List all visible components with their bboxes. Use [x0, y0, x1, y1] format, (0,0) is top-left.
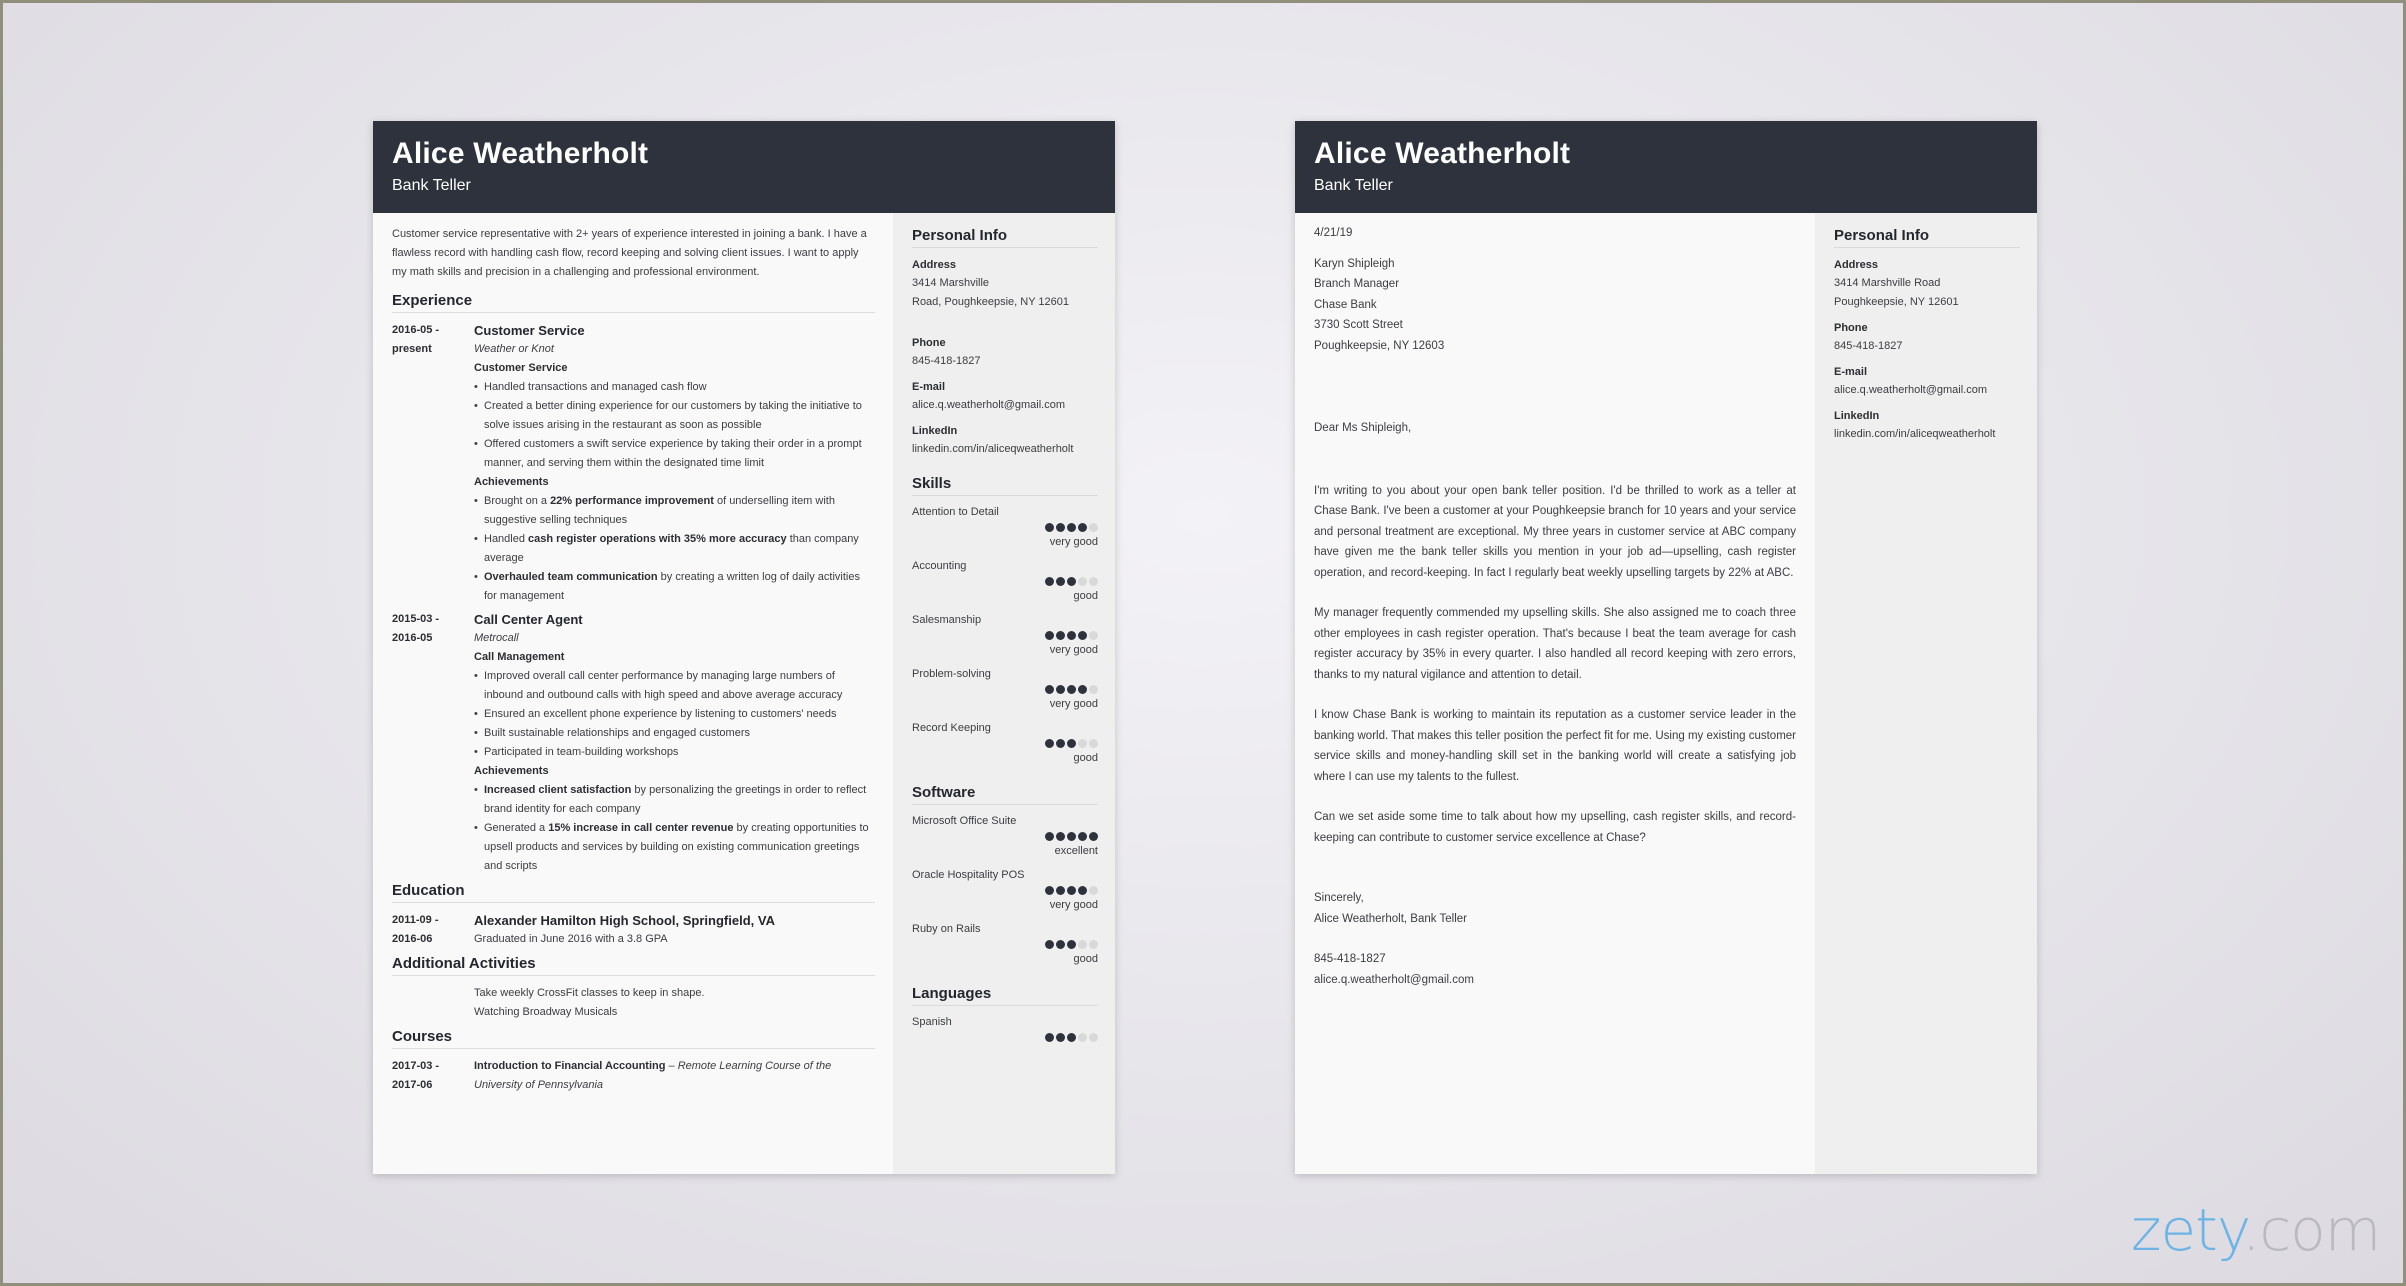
phone-label: Phone — [1834, 322, 1868, 334]
rating-dot-icon — [1078, 631, 1087, 640]
section-heading-experience: Experience — [392, 292, 875, 313]
job-role: Customer Service — [474, 323, 585, 338]
rating-dot-icon — [1078, 523, 1087, 532]
rating-dot-icon — [1067, 523, 1076, 532]
languages-heading: Languages — [912, 985, 1098, 1006]
skills-list — [912, 504, 1098, 766]
skill-name: Oracle Hospitality POS — [912, 869, 1025, 881]
subheading: Call Management — [474, 651, 565, 663]
achievement-item: • Generated a 15% increase in call center revenue by creating opportunities to upsell products and services by building on existing communication greetings and scripts — [484, 819, 875, 876]
skill-name: Problem-solving — [912, 668, 991, 680]
rating-dots — [912, 884, 1098, 898]
section-heading-education: Education — [392, 882, 875, 903]
achievement-item: • Handled cash register operations with 35% more accuracy than company average — [484, 530, 875, 568]
resume-page — [373, 121, 1115, 1174]
skill-item — [912, 504, 1098, 550]
activity-item: Take weekly CrossFit classes to keep in shape. — [474, 987, 705, 999]
rating-dots — [912, 737, 1098, 751]
rating-dots — [912, 683, 1098, 697]
rating-dot-icon — [1045, 739, 1054, 748]
rating-dot-icon — [1089, 523, 1098, 532]
phone-label: Phone — [912, 337, 946, 349]
achievement-item: • Brought on a 22% performance improvement of underselling item with suggestive selling techniques — [484, 492, 875, 530]
zety-logo: zety.com — [2131, 1196, 2381, 1264]
skill-name: Spanish — [912, 1016, 952, 1028]
company-name: Metrocall — [474, 632, 519, 644]
education-detail: Graduated in June 2016 with a 3.8 GPA — [474, 933, 668, 945]
rating-dot-icon — [1045, 886, 1054, 895]
rating-dots — [912, 1031, 1098, 1045]
experience-entry — [392, 321, 875, 606]
duty-list — [474, 667, 875, 762]
duty-item: • Created a better dining experience for our customers by taking the initiative to solve issues arising in the restaurant as soon as possible — [484, 397, 875, 435]
activities-entry — [392, 984, 875, 1022]
linkedin-value: linkedin.com/in/aliceqweatherholt — [912, 443, 1074, 455]
address-label: Address — [1834, 259, 1879, 271]
rating-dot-icon — [1089, 832, 1098, 841]
skill-level-label: good — [1073, 953, 1098, 965]
linkedin-label: LinkedIn — [1834, 410, 1880, 422]
rating-dot-icon — [1067, 577, 1076, 586]
letter-paragraph: Can we set aside some time to talk about how my upselling, cash register skills, and record-keeping can contribute to customer service excellence at Chase? — [1314, 811, 1796, 844]
cover-letter-sidebar — [1815, 213, 2037, 1174]
rating-dot-icon — [1078, 577, 1087, 586]
skill-item — [912, 1014, 1098, 1045]
duty-item: • Improved overall call center performance by managing large numbers of inbound and outbound calls with high speed and above average accuracy — [484, 667, 875, 705]
rating-dot-icon — [1067, 832, 1076, 841]
course-text: Introduction to Financial Accounting – Remote Learning Course of the University of Pennsylvania — [474, 1060, 832, 1091]
email-value: alice.q.weatherholt@gmail.com — [912, 399, 1066, 411]
duty-item: • Participated in team-building workshops — [484, 743, 875, 762]
letter-paragraph: I'm writing to you about your open bank teller position. I'd be thrilled to work as a teller at Chase Bank. I've been a customer at your Poughkeepsie branch for 10 years and your service and personal treatment are exceptional. My three years in customer service at ABC company have given me the bank teller skills you mention in your job ad—upselling, cash register operation, and record-keeping. In fact I regularly beat weekly upselling targets by 22% at ABC. — [1314, 484, 1796, 579]
rating-dot-icon — [1089, 940, 1098, 949]
job-role: Call Center Agent — [474, 612, 583, 627]
duty-item: • Offered customers a swift service experience by taking their order in a prompt manner, and serving them within the designated time limit — [484, 435, 875, 473]
skill-name: Record Keeping — [912, 722, 991, 734]
course-entry — [392, 1057, 875, 1095]
letter-signature: Alice Weatherholt, Bank Teller — [1314, 912, 1467, 925]
skill-item — [912, 813, 1098, 859]
phone-value: 845-418-1827 — [1834, 340, 1903, 352]
resume-name: Alice Weatherholt — [392, 137, 649, 170]
rating-dot-icon — [1078, 886, 1087, 895]
personal-info-heading: Personal Info — [1834, 227, 2020, 248]
achievement-item: • Increased client satisfaction by personalizing the greetings in order to reflect brand identity for each company — [484, 781, 875, 819]
achievement-item: • Overhauled team communication by creating a written log of daily activities for management — [484, 568, 875, 606]
address-line-1: 3414 Marshville Road — [1834, 277, 1941, 289]
rating-dots — [912, 575, 1098, 589]
date-start: 2011-09 - — [392, 914, 439, 926]
subheading: Achievements — [474, 476, 549, 488]
resume-job-title: Bank Teller — [392, 177, 471, 194]
rating-dot-icon — [1045, 631, 1054, 640]
skills-heading: Skills — [912, 475, 1098, 496]
resume-sidebar — [893, 213, 1115, 1174]
date-start: 2017-03 - — [392, 1060, 440, 1072]
achievement-list — [474, 781, 875, 876]
rating-dot-icon — [1045, 577, 1054, 586]
rating-dot-icon — [1078, 685, 1087, 694]
salutation: Dear Ms Shipleigh, — [1314, 422, 1412, 434]
rating-dots — [912, 629, 1098, 643]
rating-dot-icon — [1067, 739, 1076, 748]
section-heading-courses: Courses — [392, 1028, 875, 1049]
rating-dot-icon — [1089, 577, 1098, 586]
rating-dot-icon — [1056, 1033, 1065, 1042]
rating-dot-icon — [1078, 832, 1087, 841]
letter-closing: Sincerely, — [1314, 892, 1364, 904]
date-end: 2016-05 — [392, 632, 433, 644]
skill-item — [912, 720, 1098, 766]
cover-letter-page — [1295, 121, 2037, 1174]
rating-dot-icon — [1089, 739, 1098, 748]
skill-level-label: very good — [1049, 536, 1098, 548]
languages-list — [912, 1014, 1098, 1045]
rating-dot-icon — [1045, 1033, 1054, 1042]
course-dates — [392, 1057, 474, 1095]
skill-level-label: good — [1073, 590, 1098, 602]
skill-level-label: excellent — [1054, 845, 1098, 857]
experience-entry — [392, 610, 875, 876]
skill-level-label: good — [1073, 752, 1098, 764]
rating-dot-icon — [1089, 631, 1098, 640]
skill-level-label: very good — [1049, 698, 1098, 710]
subheading: Achievements — [474, 765, 549, 777]
experience-dates — [392, 610, 474, 876]
software-list — [912, 813, 1098, 967]
email-value: alice.q.weatherholt@gmail.com — [1834, 384, 1988, 396]
date-start: 2015-03 - — [392, 613, 440, 625]
letter-email: alice.q.weatherholt@gmail.com — [1314, 973, 1474, 986]
rating-dot-icon — [1067, 685, 1076, 694]
recipient-line: 3730 Scott Street — [1314, 319, 1403, 331]
rating-dot-icon — [1056, 631, 1065, 640]
resume-summary: Customer service representative with 2+ years of experience interested in joining a bank. I have a flawless record with handling cash flow, record keeping and solving client issues. I want to apply my math skills and precision in a challenging and professional environment. — [392, 228, 867, 278]
date-start: 2016-05 - — [392, 324, 440, 336]
rating-dot-icon — [1056, 832, 1065, 841]
address-line-2: Poughkeepsie, NY 12601 — [1834, 296, 1959, 308]
rating-dot-icon — [1056, 685, 1065, 694]
achievement-list — [474, 492, 875, 606]
skill-level-label: very good — [1049, 899, 1098, 911]
letter-phone: 845-418-1827 — [1314, 953, 1386, 965]
personal-info-heading: Personal Info — [912, 227, 1098, 248]
cover-letter-body — [1295, 213, 1815, 1174]
rating-dot-icon — [1067, 886, 1076, 895]
recipient-block — [1314, 254, 1796, 357]
letter-paragraph: I know Chase Bank is working to maintain its reputation as a customer service leader in the banking world. That makes this teller position the perfect fit for me. Using my existing customer service skills and money-handling skill set in the banking world will create a satisfying job where I can use my talents to the fullest. — [1314, 709, 1796, 783]
education-dates — [392, 911, 474, 949]
duty-item: • Handled transactions and managed cash flow — [484, 378, 875, 397]
phone-value: 845-418-1827 — [912, 355, 981, 367]
skill-name: Microsoft Office Suite — [912, 815, 1017, 827]
date-end: 2016-06 — [392, 933, 433, 945]
company-name: Weather or Knot — [474, 343, 554, 355]
recipient-line: Chase Bank — [1314, 298, 1377, 311]
rating-dot-icon — [1045, 685, 1054, 694]
resume-main-column — [373, 213, 893, 1174]
rating-dot-icon — [1067, 940, 1076, 949]
subheading: Customer Service — [474, 362, 568, 374]
school-name: Alexander Hamilton High School, Springfield, VA — [474, 913, 775, 928]
resume-header — [373, 121, 1115, 213]
software-heading: Software — [912, 784, 1098, 805]
recipient-line: Branch Manager — [1314, 278, 1400, 290]
duty-item: • Ensured an excellent phone experience by listening to customers' needs — [484, 705, 875, 724]
skill-level-label: very good — [1049, 644, 1098, 656]
address-line-1: 3414 Marshville — [912, 277, 990, 289]
letter-date: 4/21/19 — [1314, 227, 1353, 239]
experience-dates — [392, 321, 474, 606]
rating-dot-icon — [1078, 940, 1087, 949]
linkedin-value: linkedin.com/in/aliceqweatherholt — [1834, 428, 1996, 440]
cover-letter-header — [1295, 121, 2037, 213]
course-detail: Remote Learning Course of the University of Pennsylvania — [474, 1060, 832, 1091]
rating-dot-icon — [1089, 685, 1098, 694]
rating-dots — [912, 938, 1098, 952]
duty-list — [474, 378, 875, 473]
course-name: Introduction to Financial Accounting — [474, 1060, 666, 1072]
rating-dot-icon — [1078, 739, 1087, 748]
skill-item — [912, 558, 1098, 604]
linkedin-label: LinkedIn — [912, 425, 958, 437]
skill-name: Attention to Detail — [912, 506, 999, 518]
email-label: E-mail — [1834, 366, 1868, 378]
rating-dots — [912, 521, 1098, 535]
skill-item — [912, 666, 1098, 712]
rating-dot-icon — [1045, 940, 1054, 949]
rating-dot-icon — [1067, 631, 1076, 640]
education-entry — [392, 911, 875, 949]
rating-dot-icon — [1056, 523, 1065, 532]
recipient-line: Poughkeepsie, NY 12603 — [1314, 339, 1445, 352]
skill-name: Ruby on Rails — [912, 923, 981, 935]
rating-dot-icon — [1056, 739, 1065, 748]
rating-dot-icon — [1056, 940, 1065, 949]
rating-dot-icon — [1089, 1033, 1098, 1042]
skill-name: Salesmanship — [912, 614, 982, 626]
rating-dot-icon — [1056, 886, 1065, 895]
section-heading-activities: Additional Activities — [392, 955, 875, 976]
rating-dot-icon — [1045, 523, 1054, 532]
date-end: present — [392, 343, 432, 355]
cover-letter-name: Alice Weatherholt — [1314, 137, 1571, 170]
address-line-2: Road, Poughkeepsie, NY 12601 — [912, 296, 1069, 308]
rating-dot-icon — [1056, 577, 1065, 586]
address-label: Address — [912, 259, 957, 271]
rating-dot-icon — [1067, 1033, 1076, 1042]
skill-item — [912, 921, 1098, 967]
rating-dot-icon — [1089, 886, 1098, 895]
recipient-line: Karyn Shipleigh — [1314, 257, 1395, 270]
rating-dot-icon — [1045, 832, 1054, 841]
email-label: E-mail — [912, 381, 946, 393]
duty-item: • Built sustainable relationships and engaged customers — [484, 724, 875, 743]
rating-dots — [912, 830, 1098, 844]
rating-dot-icon — [1078, 1033, 1087, 1042]
cover-letter-job-title: Bank Teller — [1314, 177, 1393, 194]
skill-item — [912, 867, 1098, 913]
activity-item: Watching Broadway Musicals — [474, 1006, 618, 1018]
letter-paragraph: My manager frequently commended my upselling skills. She also assigned me to coach three other employees in cash register operation. That's because I beat the team average for cash register accuracy by 35% in every quarter. I also handled all record keeping with zero errors, thanks to my natural vigilance and attention to detail. — [1314, 607, 1796, 681]
skill-name: Accounting — [912, 560, 967, 572]
skill-item — [912, 612, 1098, 658]
date-end: 2017-06 — [392, 1079, 433, 1091]
